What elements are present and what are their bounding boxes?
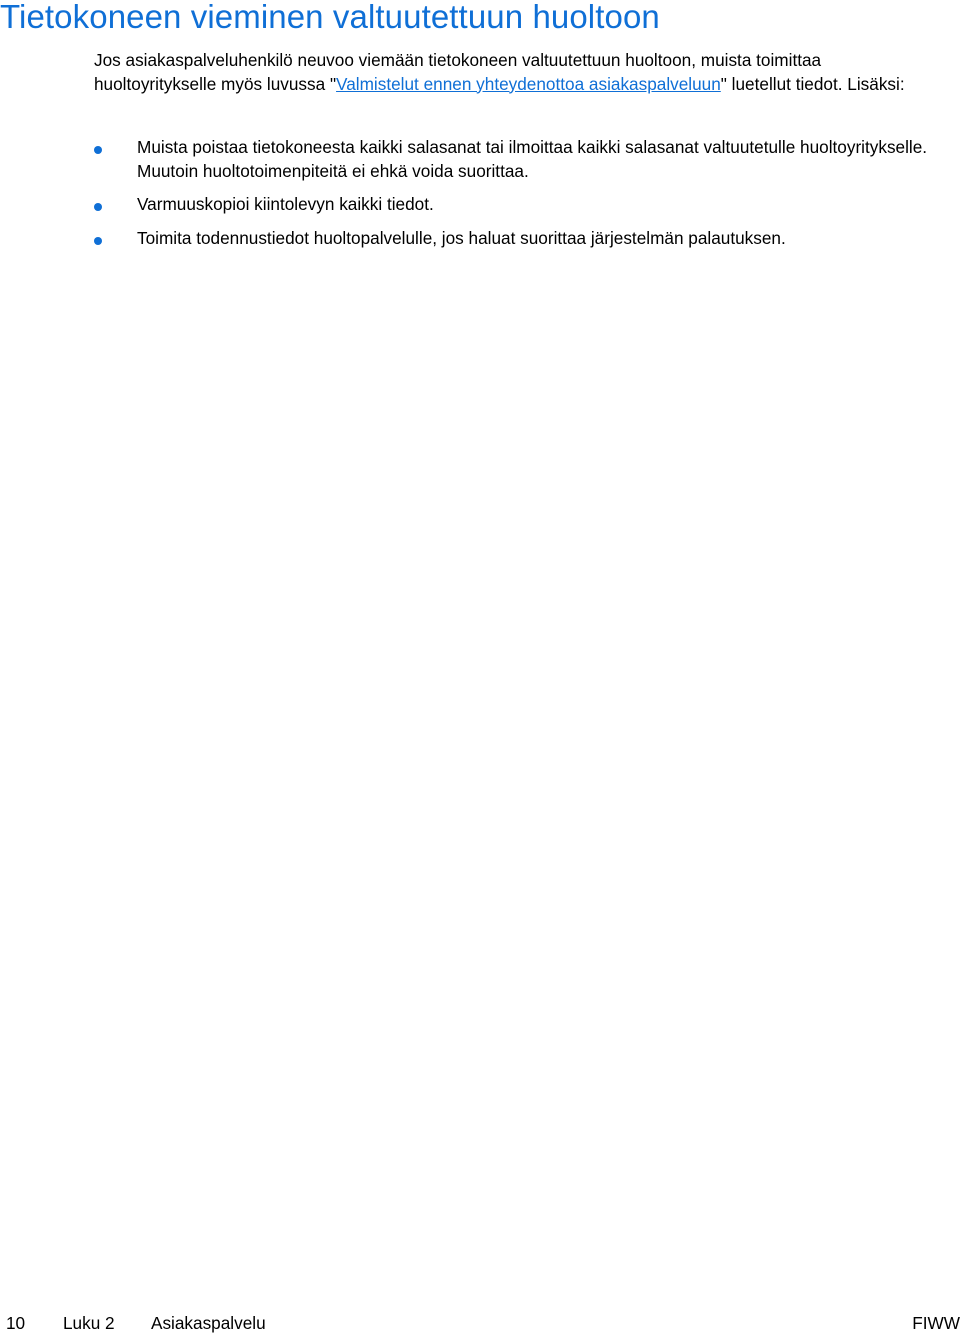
footer-chapter-title: Asiakaspalvelu: [151, 1313, 266, 1333]
list-item-text: Toimita todennustiedot huoltopalvelulle, jos haluat suorittaa järjestelmän palautuksen.: [137, 227, 786, 248]
intro-text-after-link: " luetellut tiedot. Lisäksi:: [720, 73, 905, 94]
bullet-dot-icon: [94, 203, 102, 211]
list-item-text: Muista poistaa tietokoneesta kaikki salasanat tai ilmoittaa kaikki salasanat valtuutetulle huoltoyritykselle. Muutoin huoltotoimenpiteitä ei ehkä voida suorittaa.: [137, 137, 928, 181]
bullet-list: [94, 136, 944, 260]
list-item: [94, 193, 944, 217]
page-number: 10: [6, 1313, 26, 1333]
page-footer: [0, 1310, 960, 1336]
footer-chapter: Luku 2: [63, 1313, 115, 1333]
intro-text-before-link: Jos asiakaspalveluhenkilö neuvoo viemään tietokoneen valtuutettuun huoltoon, muista toimittaa huoltoyritykselle myös luvussa ": [94, 50, 822, 94]
page-title: Tietokoneen vieminen valtuutettuun huoltoon: [0, 0, 660, 35]
list-item: [94, 136, 944, 183]
valmistelut-link[interactable]: Valmistelut ennen yhteydenottoa asiakaspalveluun: [336, 73, 721, 94]
intro-paragraph: [94, 49, 944, 96]
list-item-text: Varmuuskopioi kiintolevyn kaikki tiedot.: [137, 194, 434, 215]
footer-doc-code: FIWW: [912, 1313, 960, 1333]
bullet-dot-icon: [94, 146, 102, 154]
bullet-dot-icon: [94, 237, 102, 245]
list-item: [94, 227, 944, 251]
